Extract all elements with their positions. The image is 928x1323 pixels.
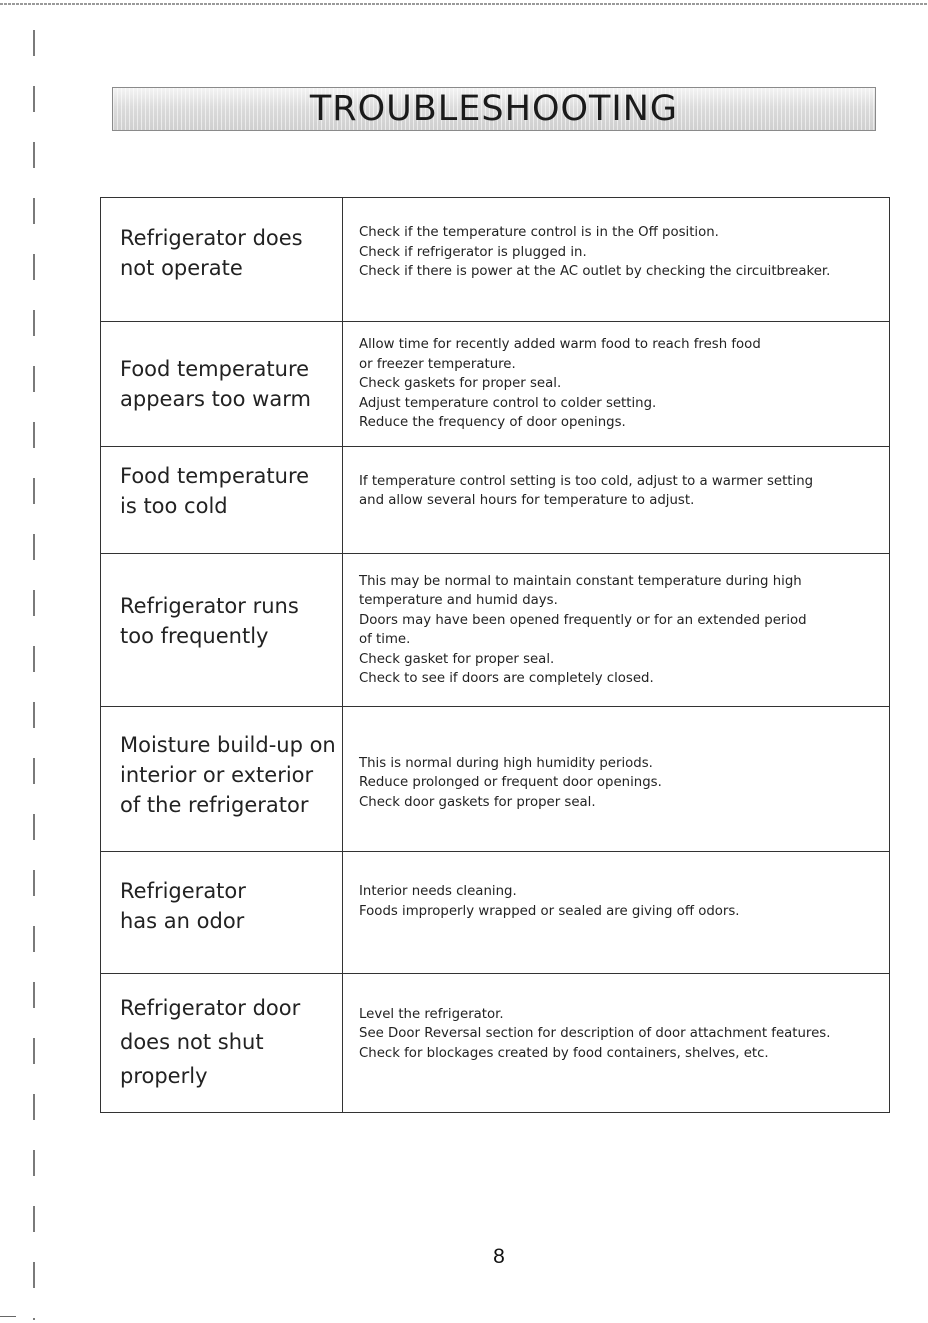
problem-text: Moisture build-up on	[120, 733, 336, 757]
problem-text: Refrigerator	[120, 878, 246, 903]
solution-text: See Door Reversal section for description of door attachment features.	[359, 1026, 831, 1042]
problem-cell	[101, 447, 343, 554]
solution-text: Foods improperly wrapped or sealed are giving off odors.	[359, 903, 740, 919]
table-row	[101, 554, 890, 707]
solution-text: temperature and humid days.	[359, 593, 558, 608]
table-row	[101, 447, 890, 554]
problem-text: of the refrigerator	[120, 793, 309, 817]
solution-cell	[343, 707, 890, 852]
solution-cell	[343, 852, 890, 974]
troubleshooting-table	[100, 197, 890, 1113]
problem-text: Food temperature	[120, 464, 310, 488]
page-title: TROUBLESHOOTING	[309, 88, 679, 129]
solution-text: or freezer temperature.	[359, 356, 516, 372]
problem-text: too frequently	[120, 624, 269, 648]
solution-text: Check if the temperature control is in the Off position.	[359, 225, 719, 241]
problem-cell	[101, 554, 343, 707]
solution-text: Level the refrigerator.	[359, 1006, 504, 1022]
solution-text: Check door gaskets for proper seal.	[359, 794, 596, 810]
problem-cell	[101, 707, 343, 852]
solution-text: Doors may have been opened frequently or for an extended period	[359, 612, 807, 628]
solution-cell	[343, 974, 890, 1113]
title-banner	[112, 87, 876, 131]
solution-text: of time.	[359, 632, 411, 647]
solution-cell	[343, 554, 890, 707]
solution-cell	[343, 447, 890, 554]
problem-text: Refrigerator door	[120, 996, 301, 1020]
solution-text: Check if there is power at the AC outlet by checking the circuitbreaker.	[359, 264, 831, 280]
solution-text: Check gasket for proper seal.	[359, 651, 555, 667]
solution-text: Reduce the frequency of door openings.	[359, 415, 626, 431]
solution-text: Check gaskets for proper seal.	[359, 376, 562, 392]
problem-text: properly	[120, 1064, 208, 1088]
problem-text: is too cold	[120, 494, 228, 518]
table-row	[101, 198, 890, 322]
solution-text: Interior needs cleaning.	[359, 884, 517, 899]
solution-text: Check if refrigerator is plugged in.	[359, 244, 587, 260]
problem-cell	[101, 198, 343, 322]
solution-text: This may be normal to maintain constant temperature during high	[359, 573, 802, 589]
top-edge-rule	[0, 3, 928, 5]
solution-text: Check to see if doors are completely closed.	[359, 671, 654, 686]
solution-text: Check for blockages created by food containers, shelves, etc.	[359, 1045, 769, 1061]
solution-text: Allow time for recently added warm food to reach fresh food	[359, 337, 761, 353]
solution-text: and allow several hours for temperature to adjust.	[359, 493, 695, 508]
table-row	[101, 322, 890, 447]
solution-text: If temperature control setting is too cold, adjust to a warmer setting	[359, 473, 814, 489]
problem-text: has an odor	[120, 908, 245, 933]
table-row	[101, 974, 890, 1113]
corner-crop-mark	[0, 1316, 16, 1317]
problem-text: Refrigerator does	[120, 225, 303, 250]
problem-text: does not shut	[120, 1030, 264, 1054]
solution-text: Reduce prolonged or frequent door openings.	[359, 775, 662, 791]
solution-text: Adjust temperature control to colder setting.	[359, 395, 657, 411]
table-row	[101, 707, 890, 852]
page-number: 8	[493, 1245, 505, 1268]
problem-text: interior or exterior	[120, 763, 314, 787]
problem-cell	[101, 852, 343, 974]
problem-text: not operate	[120, 255, 243, 280]
solution-text: This is normal during high humidity periods.	[359, 755, 653, 771]
solution-cell	[343, 198, 890, 322]
problem-text: Refrigerator runs	[120, 594, 299, 618]
problem-text: Food temperature	[120, 357, 310, 381]
problem-text: appears too warm	[120, 387, 311, 411]
solution-cell	[343, 322, 890, 447]
table-row	[101, 852, 890, 974]
problem-cell	[101, 322, 343, 447]
problem-cell	[101, 974, 343, 1113]
binding-margin-marks	[33, 30, 35, 1320]
